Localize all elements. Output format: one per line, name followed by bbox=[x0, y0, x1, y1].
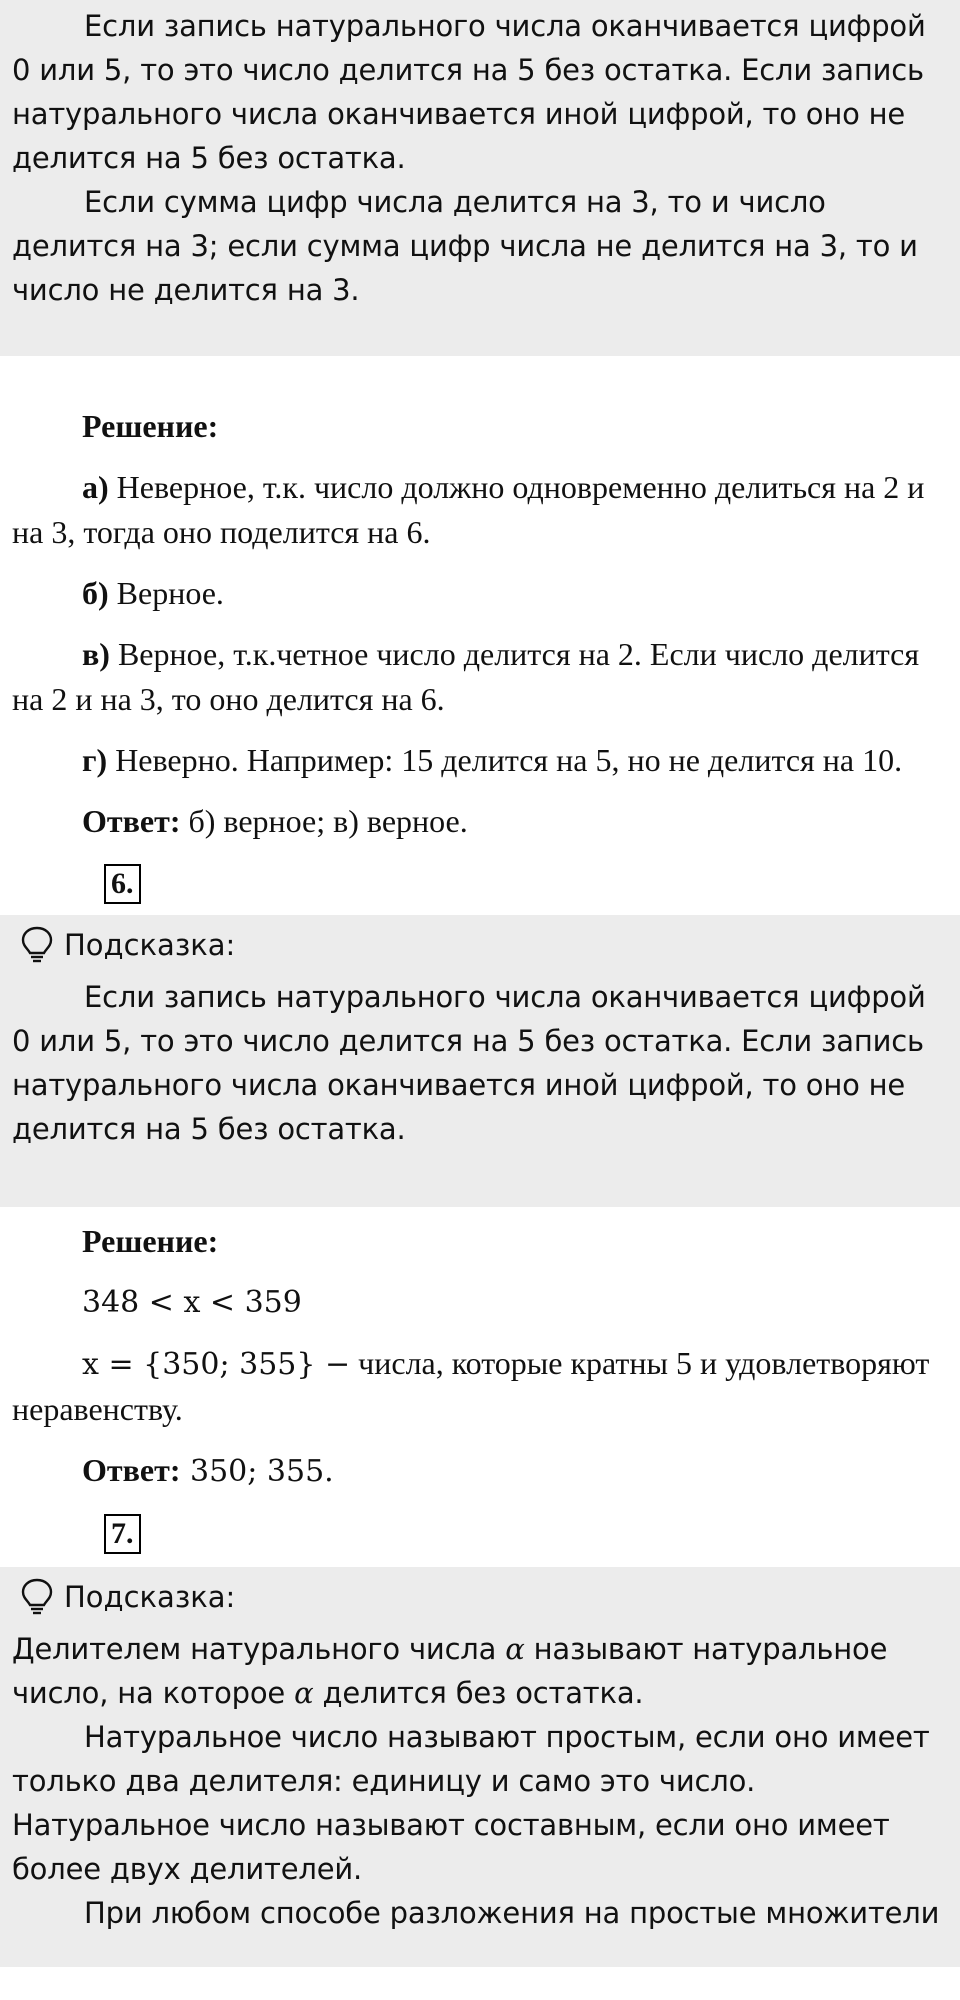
solution-block bbox=[0, 1207, 960, 1555]
hint-block-task7 bbox=[0, 1567, 960, 1967]
solution-heading: Решение: bbox=[82, 408, 219, 444]
hint-paragraph: Если сумма цифр числа делится на 3, то и число делится на 3; если сумма цифр числа не делится на 3, то и число не делится на 3. bbox=[12, 185, 918, 307]
hint-title-row bbox=[12, 915, 946, 975]
solution-item-b: б) Верное. bbox=[82, 575, 224, 611]
lightbulb-icon bbox=[20, 925, 54, 965]
hint-paragraph: Делителем натурального числа α называют натуральное число, на которое α делится без остатка. bbox=[12, 1632, 888, 1710]
solution-item-v: в) Верное, т.к.четное число делится на 2. Если число делится на 2 и на 3, то оно делится на 6. bbox=[12, 636, 920, 717]
task-number: 7. bbox=[104, 1514, 141, 1554]
task-number: 6. bbox=[104, 864, 141, 904]
hint-paragraph: Если запись натурального числа оканчивается цифрой 0 или 5, то это число делится на 5 без остатка. Если запись натурального числа оканчивается иной цифрой, то оно не делится на 5 без остатка. bbox=[12, 980, 926, 1146]
hint-paragraph: Если запись натурального числа оканчивается цифрой 0 или 5, то это число делится на 5 без остатка. Если запись натурального числа оканчивается иной цифрой, то оно не делится на 5 без остатка. bbox=[12, 9, 926, 175]
solution-item-a: а) Неверное, т.к. число должно одновременно делиться на 2 и на 3, тогда оно поделится на 6. bbox=[12, 469, 925, 550]
hint-title-row bbox=[12, 1567, 946, 1627]
hint-block-top bbox=[0, 0, 960, 356]
hint-title: Подсказка: bbox=[64, 928, 236, 962]
solution-heading: Решение: bbox=[82, 1223, 219, 1259]
solution-text: x = {350; 355} − числа, которые кратны 5 и удовлетворяют неравенству. bbox=[12, 1345, 930, 1427]
hint-block-task6 bbox=[0, 915, 960, 1207]
hint-paragraph: При любом способе разложения на простые множители bbox=[84, 1896, 940, 1930]
solution-block bbox=[0, 356, 960, 905]
lightbulb-icon bbox=[20, 1577, 54, 1617]
inequality: 348 < x < 359 bbox=[82, 1285, 302, 1320]
answer: Ответ: 350; 355. bbox=[82, 1452, 334, 1489]
answer: Ответ: б) верное; в) верное. bbox=[82, 803, 468, 839]
solution-item-g: г) Неверно. Например: 15 делится на 5, но не делится на 10. bbox=[82, 742, 903, 778]
hint-paragraph: Натуральное число называют простым, если оно имеет только два делителя: единицу и само это число. bbox=[12, 1720, 930, 1798]
hint-paragraph: Натуральное число называют составным, если оно имеет более двух делителей. bbox=[12, 1808, 890, 1886]
hint-title: Подсказка: bbox=[64, 1580, 236, 1614]
